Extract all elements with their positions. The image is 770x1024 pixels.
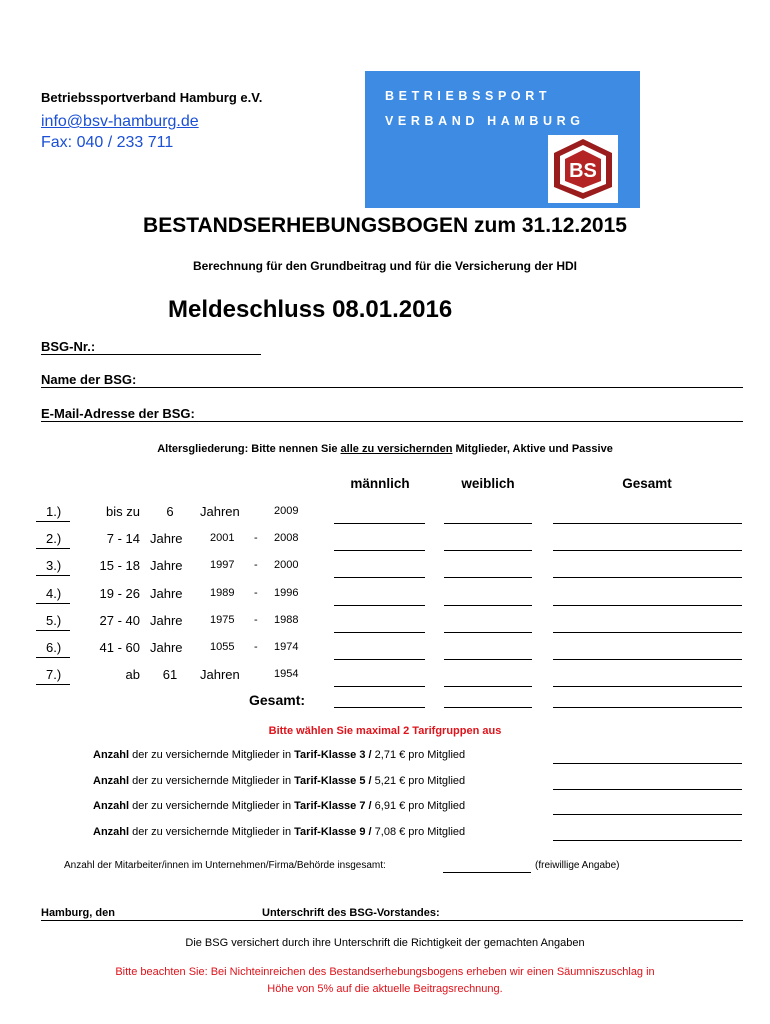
- tarif-price: 2,71 € pro Mitglied: [371, 749, 466, 761]
- intro-text-underlined: alle zu versichernden: [340, 443, 453, 455]
- warning-line-1: Bitte beachten Sie: Bei Nichteinreichen des Bestandserhebungsbogens erheben wir einen Säumniszuschlag in: [115, 966, 655, 978]
- age-range: 41 - 60: [99, 640, 140, 655]
- total-count-field[interactable]: [553, 550, 742, 551]
- logo-badge-text: BS: [569, 160, 597, 182]
- tarif-desc: der zu versichernde Mitglieder in: [129, 749, 295, 761]
- logo-text-line2: VERBAND HAMBURG: [385, 114, 585, 128]
- year-dash: -: [254, 614, 258, 626]
- year-from: 2001: [210, 532, 235, 544]
- male-count-field[interactable]: [334, 605, 425, 606]
- male-count-field[interactable]: [334, 659, 425, 660]
- age-unit: Jahre: [150, 531, 183, 546]
- age-value: 61: [162, 667, 178, 682]
- total-count-field[interactable]: [553, 659, 742, 660]
- age-unit: Jahre: [150, 613, 183, 628]
- tarif-count-label: Anzahl: [93, 749, 130, 761]
- deadline-heading: Meldeschluss 08.01.2016: [168, 296, 453, 323]
- bsg-name-label: Name der BSG:: [41, 372, 137, 387]
- signature-line[interactable]: [41, 920, 743, 921]
- male-count-field[interactable]: [334, 686, 425, 687]
- age-range: 15 - 18: [99, 558, 140, 573]
- page-subtitle: Berechnung für den Grundbeitrag und für die Versicherung der HDI: [192, 259, 578, 273]
- total-count-field[interactable]: [553, 632, 742, 633]
- tarif-count-field[interactable]: [553, 763, 742, 764]
- logo-badge: [548, 135, 618, 203]
- year-from: 1975: [210, 614, 235, 626]
- fax-number: Fax: 040 / 233 711: [41, 134, 174, 151]
- signature-label: Unterschrift des BSG-Vorstandes:: [262, 907, 440, 919]
- tarif-class: Tarif-Klasse 3 /: [294, 749, 372, 761]
- tarif-count-field[interactable]: [553, 840, 742, 841]
- year-from: 1954: [274, 668, 299, 680]
- female-count-field[interactable]: [444, 523, 532, 524]
- bsg-name-field[interactable]: [41, 387, 743, 388]
- total-female-field[interactable]: [444, 707, 532, 708]
- row-number-underline: [36, 684, 70, 685]
- tarif-price: 6,91 € pro Mitglied: [371, 800, 466, 812]
- total-label: Gesamt:: [249, 692, 306, 708]
- warning-line-2: Höhe von 5% auf die aktuelle Beitragsrechnung.: [267, 983, 503, 995]
- year-to: 1974: [274, 641, 299, 653]
- total-count-field[interactable]: [553, 605, 742, 606]
- male-count-field[interactable]: [334, 577, 425, 578]
- total-count-field[interactable]: [553, 523, 742, 524]
- row-number-underline: [36, 630, 70, 631]
- bsv-logo: [365, 71, 640, 208]
- tarif-count-label: Anzahl: [93, 826, 130, 838]
- employees-field[interactable]: [443, 872, 531, 873]
- total-male-field[interactable]: [334, 707, 425, 708]
- row-number-underline: [36, 657, 70, 658]
- female-count-field[interactable]: [444, 605, 532, 606]
- female-count-field[interactable]: [444, 550, 532, 551]
- intro-text-after: Mitglieder, Aktive und Passive: [452, 443, 613, 455]
- tarif-price: 5,21 € pro Mitglied: [371, 775, 466, 787]
- year-dash: -: [254, 587, 258, 599]
- tarif-class: Tarif-Klasse 5 /: [294, 775, 372, 787]
- bsg-email-field[interactable]: [41, 421, 743, 422]
- age-unit: Jahre: [150, 640, 183, 655]
- tarif-text: [93, 826, 465, 838]
- tarif-count-field[interactable]: [553, 789, 742, 790]
- tarif-desc: der zu versichernde Mitglieder in: [129, 800, 295, 812]
- tarif-desc: der zu versichernde Mitglieder in: [129, 826, 295, 838]
- age-range: bis zu: [106, 504, 140, 519]
- male-count-field[interactable]: [334, 632, 425, 633]
- year-from: 1997: [210, 559, 235, 571]
- age-range: 27 - 40: [99, 613, 140, 628]
- row-number: 3.): [46, 558, 62, 573]
- row-number: 4.): [46, 586, 62, 601]
- year-to: 2008: [274, 532, 299, 544]
- year-dash: -: [254, 641, 258, 653]
- email-link[interactable]: info@bsv-hamburg.de: [41, 113, 199, 130]
- year-dash: -: [254, 559, 258, 571]
- intro-text-before: Altersgliederung: Bitte nennen Sie: [157, 443, 341, 455]
- row-number-underline: [36, 521, 70, 522]
- tarif-notice: Bitte wählen Sie maximal 2 Tarifgruppen aus: [268, 725, 502, 737]
- age-distribution-intro: [0, 443, 770, 455]
- bsg-nr-field[interactable]: [41, 354, 261, 355]
- row-number-underline: [36, 548, 70, 549]
- column-female: weiblich: [461, 476, 515, 491]
- tarif-desc: der zu versichernde Mitglieder in: [129, 775, 295, 787]
- row-number: 7.): [46, 667, 62, 682]
- age-unit: Jahre: [150, 558, 183, 573]
- total-count-field[interactable]: [553, 686, 742, 687]
- row-number: 2.): [46, 531, 62, 546]
- tarif-text: [93, 800, 465, 812]
- tarif-text: [93, 749, 465, 761]
- tarif-class: Tarif-Klasse 7 /: [294, 800, 372, 812]
- logo-text-line1: BETRIEBSSPORT: [385, 89, 552, 103]
- year-to: 2000: [274, 559, 299, 571]
- signature-place-label: Hamburg, den: [41, 907, 115, 919]
- age-unit: Jahren: [200, 504, 240, 519]
- row-number: 6.): [46, 640, 62, 655]
- male-count-field[interactable]: [334, 550, 425, 551]
- row-number-underline: [36, 603, 70, 604]
- age-range: 7 - 14: [106, 531, 140, 546]
- age-unit: Jahren: [200, 667, 240, 682]
- employees-note: (freiwillige Angabe): [535, 860, 620, 871]
- age-range: 19 - 26: [99, 586, 140, 601]
- female-count-field[interactable]: [444, 577, 532, 578]
- tarif-count-field[interactable]: [553, 814, 742, 815]
- total-total-field[interactable]: [553, 707, 742, 708]
- row-number: 1.): [46, 504, 62, 519]
- age-unit: Jahre: [150, 586, 183, 601]
- row-number: 5.): [46, 613, 62, 628]
- tarif-text: [93, 775, 465, 787]
- tarif-class: Tarif-Klasse 9 /: [294, 826, 372, 838]
- row-number-underline: [36, 575, 70, 576]
- year-from: 2009: [274, 505, 299, 517]
- tarif-count-label: Anzahl: [93, 800, 130, 812]
- year-to: 1988: [274, 614, 299, 626]
- organization-name: Betriebssportverband Hamburg e.V.: [41, 90, 263, 105]
- age-value: 6: [166, 504, 174, 519]
- page-title: BESTANDSERHEBUNGSBOGEN zum 31.12.2015: [143, 214, 627, 237]
- male-count-field[interactable]: [334, 523, 425, 524]
- female-count-field[interactable]: [444, 632, 532, 633]
- bs-emblem-icon: [548, 135, 618, 203]
- female-count-field[interactable]: [444, 686, 532, 687]
- year-from: 1989: [210, 587, 235, 599]
- year-from: 1055: [210, 641, 235, 653]
- total-count-field[interactable]: [553, 577, 742, 578]
- age-range: ab: [125, 667, 140, 682]
- tarif-price: 7,08 € pro Mitglied: [371, 826, 466, 838]
- female-count-field[interactable]: [444, 659, 532, 660]
- column-total: Gesamt: [622, 476, 672, 491]
- bsg-email-label: E-Mail-Adresse der BSG:: [41, 406, 195, 421]
- tarif-count-label: Anzahl: [93, 775, 130, 787]
- year-dash: -: [254, 532, 258, 544]
- bsg-nr-label: BSG-Nr.:: [41, 339, 96, 354]
- year-to: 1996: [274, 587, 299, 599]
- confirmation-text: Die BSG versichert durch ihre Unterschrift die Richtigkeit der gemachten Angaben: [185, 937, 585, 949]
- column-male: männlich: [350, 476, 410, 491]
- employees-label: Anzahl der Mitarbeiter/innen im Unternehmen/Firma/Behörde insgesamt:: [64, 860, 386, 871]
